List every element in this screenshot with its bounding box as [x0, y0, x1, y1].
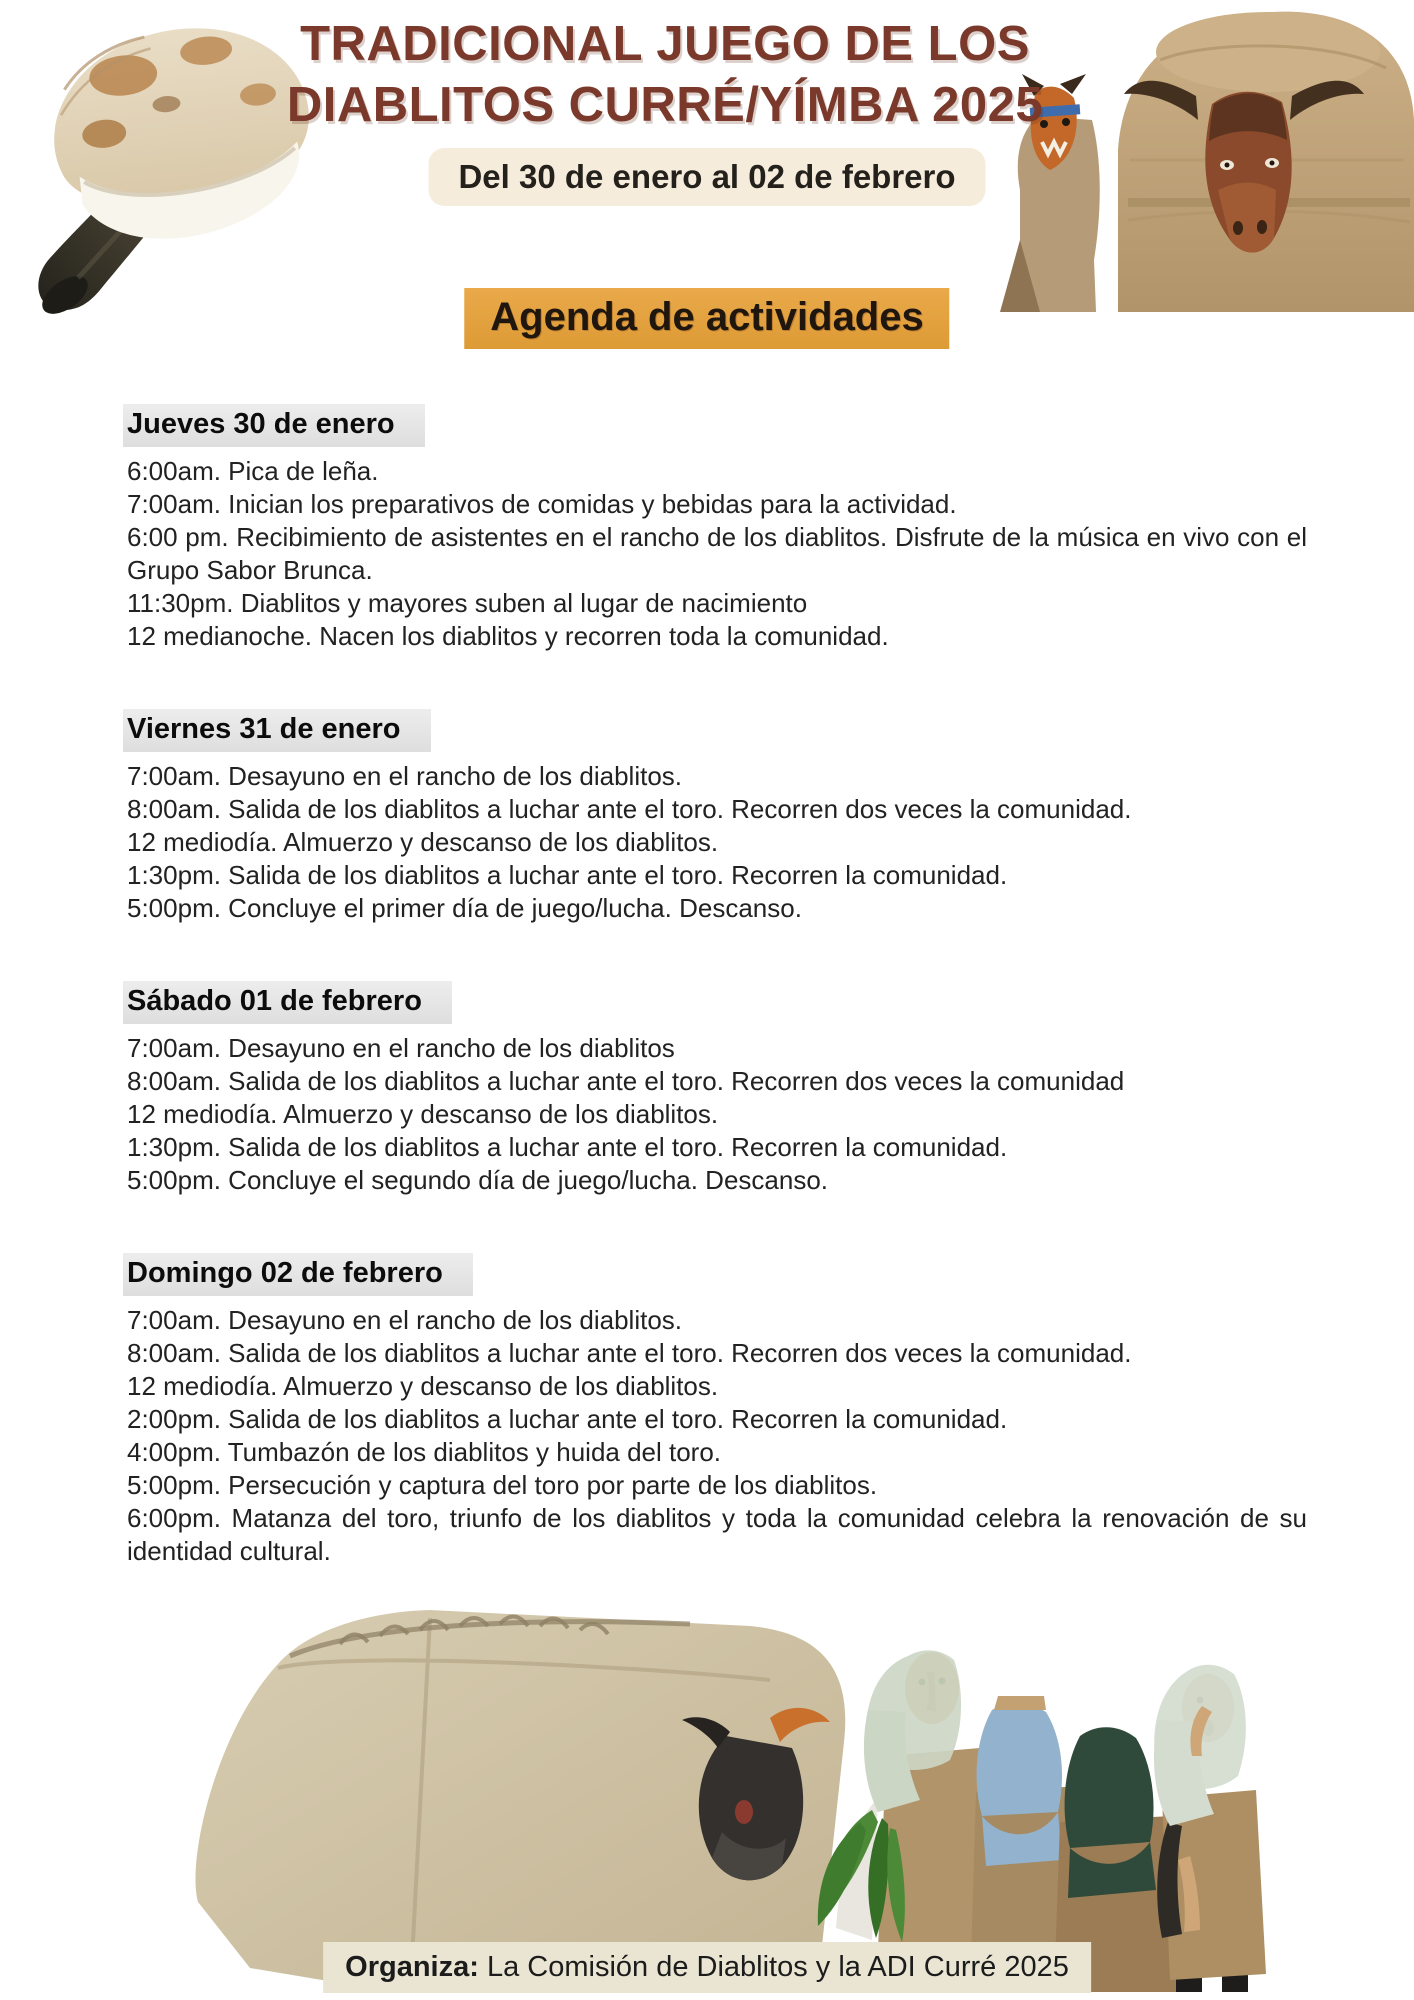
agenda-item: 5:00pm. Concluye el segundo día de juego/lucha. Descanso. [127, 1165, 829, 1195]
section-header: Domingo 02 de febrero [123, 1253, 473, 1296]
agenda-item: 8:00am. Salida de los diablitos a luchar ante el toro. Recorren dos veces la comunidad. [127, 794, 1132, 824]
agenda-item: 4:00pm. Tumbazón de los diablitos y huida del toro. [127, 1437, 722, 1467]
section-items [127, 1032, 1307, 1197]
organizer-text: La Comisión de Diablitos y la ADI Curré 2025 [486, 1951, 1069, 1983]
section-items [127, 455, 1307, 653]
agenda-sections [127, 404, 1307, 1624]
agenda-item: 6:00pm. Matanza del toro, triunfo de los diablitos y toda la comunidad celebra la renovación de su identidad cultural. [127, 1503, 1307, 1566]
agenda-section [127, 709, 1307, 925]
organizer-strip [323, 1942, 1091, 1993]
section-header: Sábado 01 de febrero [123, 981, 452, 1024]
page-title [215, 14, 1115, 136]
agenda-item: 6:00am. Pica de leña. [127, 456, 379, 486]
agenda-section [127, 981, 1307, 1197]
diablitos-group-photo [130, 1560, 1280, 1992]
agenda-item: 5:00pm. Concluye el primer día de juego/lucha. Descanso. [127, 893, 802, 923]
agenda-item: 12 mediodía. Almuerzo y descanso de los diablitos. [127, 1099, 719, 1129]
agenda-item: 1:30pm. Salida de los diablitos a luchar ante el toro. Recorren la comunidad. [127, 860, 1008, 890]
agenda-item: 11:30pm. Diablitos y mayores suben al lugar de nacimiento [127, 588, 808, 618]
agenda-item: 7:00am. Desayuno en el rancho de los diablitos. [127, 761, 683, 791]
organizer-label: Organiza: [345, 1951, 479, 1983]
agenda-item: 1:30pm. Salida de los diablitos a luchar ante el toro. Recorren la comunidad. [127, 1132, 1008, 1162]
agenda-item: 2:00pm. Salida de los diablitos a luchar ante el toro. Recorren la comunidad. [127, 1404, 1008, 1434]
agenda-item: 7:00am. Desayuno en el rancho de los diablitos [127, 1033, 675, 1063]
agenda-item: 7:00am. Desayuno en el rancho de los diablitos. [127, 1305, 683, 1335]
agenda-item: 8:00am. Salida de los diablitos a luchar ante el toro. Recorren dos veces la comunidad [127, 1066, 1125, 1096]
agenda-item: 12 medianoche. Nacen los diablitos y recorren toda la comunidad. [127, 621, 889, 651]
agenda-section [127, 1253, 1307, 1568]
agenda-item: 8:00am. Salida de los diablitos a luchar ante el toro. Recorren dos veces la comunidad. [127, 1338, 1132, 1368]
agenda-item: 5:00pm. Persecución y captura del toro por parte de los diablitos. [127, 1470, 878, 1500]
section-items [127, 760, 1307, 925]
agenda-item: 6:00 pm. Recibimiento de asistentes en el rancho de los diablitos. Disfrute de la música en vivo con el Grupo Sabor Brunca. [127, 522, 1307, 585]
page-title-line1: TRADICIONAL JUEGO DE LOS [300, 17, 1030, 71]
agenda-item: 12 mediodía. Almuerzo y descanso de los diablitos. [127, 1371, 719, 1401]
agenda-section [127, 404, 1307, 653]
agenda-banner: Agenda de actividades [464, 288, 949, 349]
section-header: Jueves 30 de enero [123, 404, 425, 447]
agenda-item: 12 mediodía. Almuerzo y descanso de los diablitos. [127, 827, 719, 857]
page-title-line2: DIABLITOS CURRÉ/YÍMBA 2025 [286, 78, 1044, 132]
section-header: Viernes 31 de enero [123, 709, 431, 752]
date-range-pill: Del 30 de enero al 02 de febrero [428, 148, 985, 206]
section-items [127, 1304, 1307, 1568]
agenda-item: 7:00am. Inician los preparativos de comidas y bebidas para la actividad. [127, 489, 957, 519]
